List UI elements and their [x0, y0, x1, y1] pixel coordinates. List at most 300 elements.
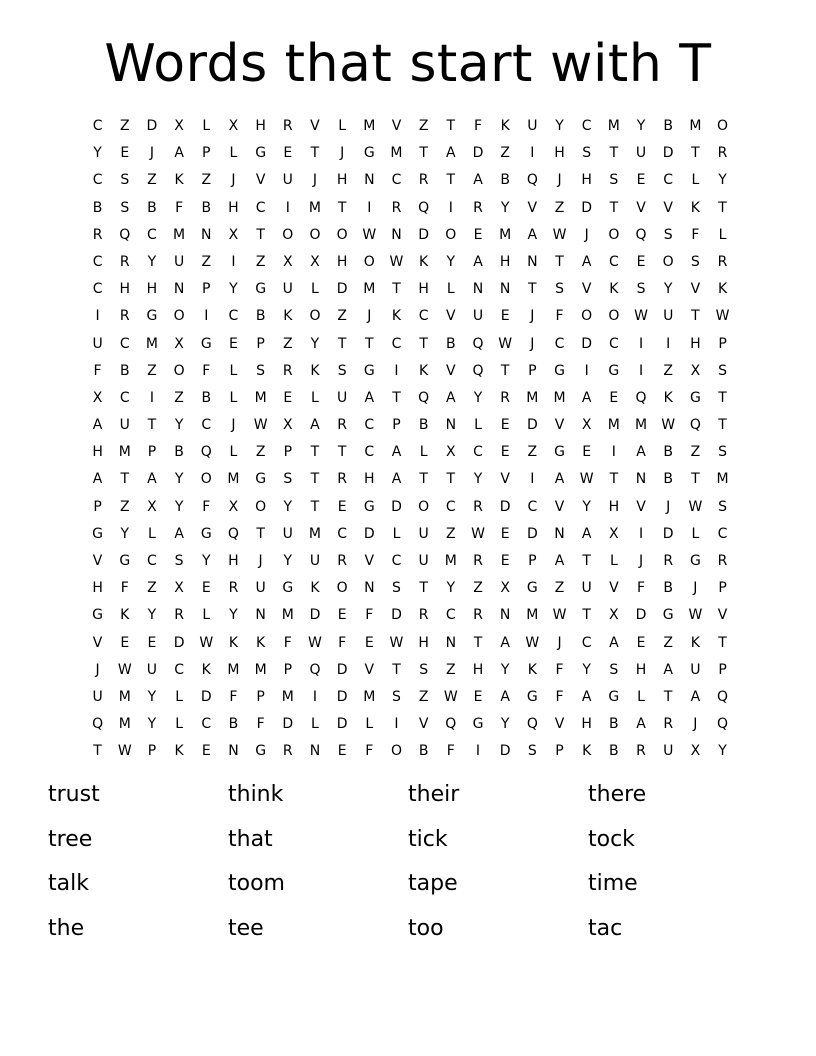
grid-letter: R [119, 253, 130, 270]
grid-letter: U [255, 580, 266, 597]
grid-letter: H [336, 172, 348, 189]
grid-letter: D [472, 145, 484, 162]
grid-letter: C [554, 335, 565, 352]
grid-letter: B [418, 743, 429, 760]
grid-letter: M [526, 607, 539, 624]
grid-letter: X [609, 607, 619, 624]
letter-grid [84, 113, 736, 766]
grid-letter: X [282, 417, 293, 434]
grid-letter: A [174, 525, 184, 542]
grid-letter: L [148, 525, 156, 542]
grid-letter: B [500, 172, 510, 189]
grid-letter: C [581, 118, 592, 134]
grid-letter: W [661, 417, 676, 434]
grid-letter: E [636, 634, 646, 651]
grid-letter: C [608, 335, 619, 352]
grid-letter: E [500, 525, 510, 542]
grid-letter: F [338, 634, 347, 651]
grid-letter: L [229, 362, 238, 379]
grid-letter: T [419, 580, 428, 597]
grid-letter: Q [635, 389, 647, 406]
grid-letter: X [174, 335, 184, 352]
grid-letter: G [255, 743, 267, 760]
grid-letter: C [717, 525, 728, 542]
grid-letter: J [231, 417, 236, 434]
grid-letter: C [119, 335, 130, 352]
grid-letter: D [336, 688, 348, 705]
grid-letter: A [92, 471, 103, 488]
grid-letter: W [579, 471, 594, 488]
word-bank-item: talk [48, 871, 89, 896]
grid-row [84, 195, 736, 222]
grid-letter: J [340, 145, 345, 162]
grid-letter: M [308, 199, 321, 216]
grid-letter: R [92, 226, 103, 243]
grid-letter: Y [582, 661, 591, 678]
grid-letter: N [364, 580, 375, 597]
grid-letter: N [499, 607, 511, 624]
grid-letter: D [336, 661, 348, 678]
grid-letter: K [419, 362, 429, 379]
grid-letter: A [663, 661, 673, 678]
grid-letter: S [555, 281, 564, 298]
grid-letter: W [362, 226, 377, 243]
grid-row [84, 385, 736, 412]
grid-letter: D [282, 716, 294, 733]
grid-letter: R [717, 145, 728, 162]
grid-letter: T [609, 145, 619, 162]
grid-letter: N [635, 471, 647, 488]
grid-letter: P [555, 743, 564, 760]
grid-letter: D [526, 417, 538, 434]
grid-letter: G [363, 362, 375, 379]
grid-letter: L [419, 444, 428, 461]
grid-letter: G [363, 498, 375, 515]
grid-letter: N [445, 634, 457, 651]
grid-letter: T [392, 661, 401, 678]
grid-letter: N [364, 172, 375, 189]
grid-letter: A [554, 471, 565, 488]
grid-letter: C [445, 607, 456, 624]
grid-letter: K [419, 253, 429, 270]
word-bank-item: tee [228, 915, 264, 941]
grid-letter: E [609, 389, 619, 406]
grid-letter: I [312, 688, 318, 705]
grid-letter: N [499, 281, 511, 298]
grid-letter: S [120, 199, 130, 216]
grid-letter: H [92, 580, 103, 597]
grid-letter: C [391, 172, 402, 189]
grid-letter: E [283, 145, 293, 162]
grid-letter: C [364, 444, 375, 461]
grid-letter: A [581, 688, 592, 705]
grid-row [84, 466, 736, 493]
grid-letter: Y [93, 145, 102, 162]
grid-letter: K [310, 580, 320, 597]
grid-letter: U [472, 308, 484, 325]
grid-letter: I [638, 362, 644, 379]
grid-letter: A [174, 145, 184, 162]
grid-letter: A [391, 444, 402, 461]
grid-letter: Y [201, 553, 211, 569]
grid-letter: O [717, 118, 729, 134]
grid-letter: C [391, 335, 402, 352]
grid-letter: V [609, 580, 619, 597]
grid-letter: O [608, 308, 620, 325]
grid-letter: G [92, 525, 104, 542]
grid-letter: C [445, 498, 456, 515]
grid-letter: M [227, 661, 240, 678]
grid-letter: H [255, 118, 266, 134]
grid-letter: N [554, 525, 565, 542]
grid-letter: T [337, 335, 347, 352]
grid-letter: X [310, 253, 320, 270]
grid-letter: H [554, 145, 565, 162]
grid-letter: H [228, 553, 239, 569]
grid-letter: X [228, 118, 239, 134]
word-bank-item: tac [588, 915, 623, 941]
grid-letter: A [554, 553, 565, 569]
grid-letter: O [445, 226, 457, 243]
grid-letter: A [609, 634, 619, 651]
grid-letter: J [638, 553, 644, 569]
grid-letter: W [471, 525, 485, 542]
grid-letter: Z [446, 661, 456, 678]
grid-letter: H [635, 661, 647, 678]
grid-letter: M [444, 553, 457, 569]
grid-letter: T [310, 471, 320, 488]
grid-letter: W [253, 417, 268, 434]
grid-letter: I [666, 335, 671, 352]
grid-letter: I [394, 362, 399, 379]
grid-row [84, 439, 736, 466]
grid-letter: B [255, 308, 266, 325]
grid-letter: Y [147, 688, 157, 705]
grid-letter: G [119, 553, 131, 569]
grid-letter: O [336, 580, 348, 597]
grid-letter: Y [500, 661, 510, 678]
grid-letter: M [716, 471, 729, 488]
grid-letter: J [530, 335, 535, 352]
grid-letter: G [255, 145, 267, 162]
grid-letter: L [365, 716, 374, 733]
grid-letter: I [448, 199, 453, 216]
grid-letter: K [256, 634, 266, 651]
grid-letter: R [717, 553, 728, 569]
grid-letter: P [202, 145, 211, 162]
grid-letter: Y [446, 580, 456, 597]
grid-letter: T [718, 417, 727, 434]
grid-letter: U [690, 661, 701, 678]
grid-letter: R [282, 743, 293, 760]
grid-letter: F [365, 607, 374, 624]
grid-letter: R [282, 118, 293, 134]
grid-letter: P [718, 335, 727, 352]
grid-letter: V [418, 716, 429, 733]
grid-letter: E [201, 580, 211, 597]
grid-letter: L [229, 145, 238, 162]
grid-letter: S [392, 688, 401, 705]
grid-letter: M [173, 226, 186, 243]
grid-letter: V [690, 281, 701, 298]
grid-letter: R [337, 553, 347, 569]
grid-letter: V [717, 607, 728, 624]
grid-letter: T [419, 335, 428, 352]
grid-letter: L [691, 172, 700, 189]
grid-letter: V [446, 362, 456, 379]
grid-letter: S [718, 362, 727, 379]
grid-letter: T [446, 172, 456, 189]
grid-letter: Z [119, 498, 130, 515]
grid-letter: C [418, 308, 429, 325]
grid-letter: T [256, 525, 265, 542]
grid-letter: F [256, 716, 265, 733]
grid-letter: X [500, 580, 510, 597]
grid-letter: Q [526, 716, 538, 733]
grid-letter: Z [554, 580, 565, 597]
grid-letter: C [608, 253, 619, 270]
grid-letter: X [690, 362, 701, 379]
grid-letter: B [663, 444, 673, 461]
word-bank-item: trust [48, 782, 100, 807]
grid-letter: Z [418, 688, 429, 705]
grid-letter: N [472, 281, 484, 298]
grid-letter: C [337, 525, 348, 542]
grid-letter: C [174, 661, 184, 678]
grid-letter: Y [500, 199, 510, 216]
grid-letter: J [530, 308, 535, 325]
grid-letter: C [255, 199, 266, 216]
grid-letter: N [201, 226, 212, 243]
grid-letter: O [309, 226, 321, 243]
grid-letter: U [418, 553, 429, 569]
grid-letter: Z [663, 634, 673, 651]
grid-letter: H [581, 172, 592, 189]
grid-letter: B [663, 471, 673, 488]
grid-letter: A [527, 226, 538, 243]
page-title: Words that start with T [104, 34, 712, 94]
grid-letter: D [418, 226, 430, 243]
grid-row [84, 249, 736, 276]
grid-letter: F [555, 661, 564, 678]
grid-letter: V [527, 199, 538, 216]
word-bank-item: toom [228, 871, 285, 896]
grid-letter: P [147, 444, 157, 461]
grid-letter: A [473, 253, 483, 270]
grid-letter: A [473, 172, 483, 189]
grid-letter: Y [636, 118, 646, 134]
grid-letter: Y [283, 553, 293, 569]
grid-letter: T [718, 389, 727, 406]
grid-letter: W [308, 634, 322, 651]
grid-letter: R [391, 199, 402, 216]
grid-letter: H [364, 471, 375, 488]
grid-letter: W [552, 607, 567, 624]
grid-letter: D [173, 634, 185, 651]
grid-letter: T [419, 471, 428, 488]
grid-letter: G [662, 607, 674, 624]
grid-letter: L [202, 607, 211, 624]
grid-letter: H [608, 498, 620, 515]
grid-letter: I [285, 199, 290, 216]
grid-letter: T [310, 145, 320, 162]
grid-letter: L [202, 118, 211, 134]
grid-letter: G [554, 362, 565, 379]
grid-letter: V [554, 498, 565, 515]
grid-letter: G [526, 580, 538, 597]
grid-letter: Y [229, 281, 238, 298]
grid-letter: Y [473, 471, 483, 488]
grid-letter: X [92, 389, 103, 406]
grid-letter: H [499, 253, 511, 270]
grid-letter: B [609, 743, 619, 760]
grid-letter: C [147, 226, 157, 243]
grid-letter: X [228, 226, 239, 243]
grid-row [84, 303, 736, 330]
grid-letter: Z [255, 253, 266, 270]
grid-letter: O [390, 743, 402, 760]
grid-letter: P [256, 688, 265, 705]
grid-letter: O [608, 226, 620, 243]
grid-letter: K [690, 199, 700, 216]
grid-letter: L [609, 553, 618, 569]
grid-letter: L [691, 525, 700, 542]
grid-letter: K [717, 281, 728, 298]
grid-letter: E [636, 172, 646, 189]
grid-letter: R [174, 607, 184, 624]
grid-letter: G [200, 335, 212, 352]
grid-letter: C [92, 172, 103, 189]
grid-letter: W [552, 226, 567, 243]
grid-letter: Q [717, 716, 729, 733]
grid-letter: V [636, 199, 646, 216]
grid-letter: T [419, 145, 428, 162]
grid-letter: E [120, 634, 130, 651]
grid-letter: U [119, 417, 130, 434]
grid-letter: V [554, 716, 565, 733]
grid-letter: P [528, 553, 537, 569]
grid-letter: U [581, 580, 592, 597]
grid-letter: X [282, 253, 293, 270]
grid-letter: I [638, 335, 644, 352]
grid-letter: E [473, 688, 483, 705]
grid-letter: J [312, 172, 318, 189]
grid-letter: S [609, 172, 619, 189]
grid-letter: Y [147, 607, 157, 624]
grid-row [84, 630, 736, 657]
grid-letter: K [310, 362, 320, 379]
grid-letter: E [201, 743, 211, 760]
grid-letter: Q [635, 226, 647, 243]
grid-letter: W [389, 253, 404, 270]
grid-letter: T [93, 743, 102, 760]
grid-letter: D [200, 688, 212, 705]
grid-letter: Q [717, 688, 729, 705]
grid-letter: B [119, 362, 130, 379]
grid-letter: I [231, 253, 236, 270]
grid-letter: B [663, 580, 673, 597]
grid-letter: F [555, 308, 564, 325]
grid-row [84, 657, 736, 684]
grid-letter: E [582, 444, 592, 461]
grid-letter: N [309, 743, 321, 760]
grid-letter: N [527, 253, 538, 270]
grid-letter: A [446, 389, 456, 406]
grid-letter: V [446, 308, 456, 325]
grid-letter: P [718, 661, 727, 678]
grid-letter: H [690, 335, 701, 352]
grid-letter: O [662, 253, 674, 270]
grid-letter: J [367, 308, 372, 325]
grid-letter: J [666, 498, 671, 515]
grid-letter: S [609, 661, 619, 678]
grid-letter: C [581, 634, 592, 651]
grid-letter: T [310, 444, 320, 461]
grid-letter: T [718, 199, 727, 216]
grid-letter: V [636, 498, 646, 515]
grid-letter: X [690, 743, 701, 760]
grid-letter: G [689, 553, 701, 569]
grid-letter: T [582, 553, 591, 569]
grid-letter: E [229, 335, 238, 352]
grid-letter: Z [473, 580, 483, 597]
grid-letter: P [147, 743, 157, 760]
grid-letter: L [175, 688, 183, 705]
grid-letter: K [609, 281, 619, 298]
grid-letter: M [227, 471, 240, 488]
grid-letter: G [526, 688, 538, 705]
grid-letter: Q [200, 444, 212, 461]
grid-letter: O [282, 226, 294, 243]
grid-letter: K [500, 118, 510, 134]
grid-letter: J [95, 661, 100, 678]
grid-letter: F [365, 743, 374, 760]
grid-letter: B [228, 716, 239, 733]
grid-letter: E [473, 226, 483, 243]
grid-letter: Q [227, 525, 239, 542]
grid-letter: Z [663, 362, 673, 379]
grid-letter: Y [120, 525, 130, 542]
grid-letter: T [365, 335, 374, 352]
word-bank [48, 775, 768, 953]
grid-letter: C [92, 281, 103, 298]
grid-letter: R [636, 743, 646, 760]
grid-letter: U [635, 145, 647, 162]
grid-letter: Q [309, 661, 321, 678]
grid-letter: U [663, 308, 674, 325]
grid-letter: R [418, 172, 429, 189]
grid-letter: T [718, 634, 727, 651]
grid-letter: M [607, 118, 620, 134]
grid-letter: Q [119, 226, 131, 243]
grid-letter: D [499, 498, 511, 515]
grid-letter: U [282, 172, 293, 189]
grid-letter: U [146, 661, 158, 678]
grid-letter: U [92, 688, 103, 705]
grid-letter: D [581, 199, 593, 216]
grid-letter: Q [689, 417, 701, 434]
grid-letter: B [92, 199, 103, 216]
grid-letter: J [693, 716, 698, 733]
grid-letter: X [228, 498, 239, 515]
grid-letter: S [256, 362, 266, 379]
grid-letter: I [95, 308, 100, 325]
grid-letter: K [120, 607, 130, 624]
grid-letter: Y [147, 716, 157, 733]
grid-letter: Z [337, 308, 347, 325]
grid-letter: J [557, 172, 562, 189]
grid-letter: I [204, 308, 209, 325]
